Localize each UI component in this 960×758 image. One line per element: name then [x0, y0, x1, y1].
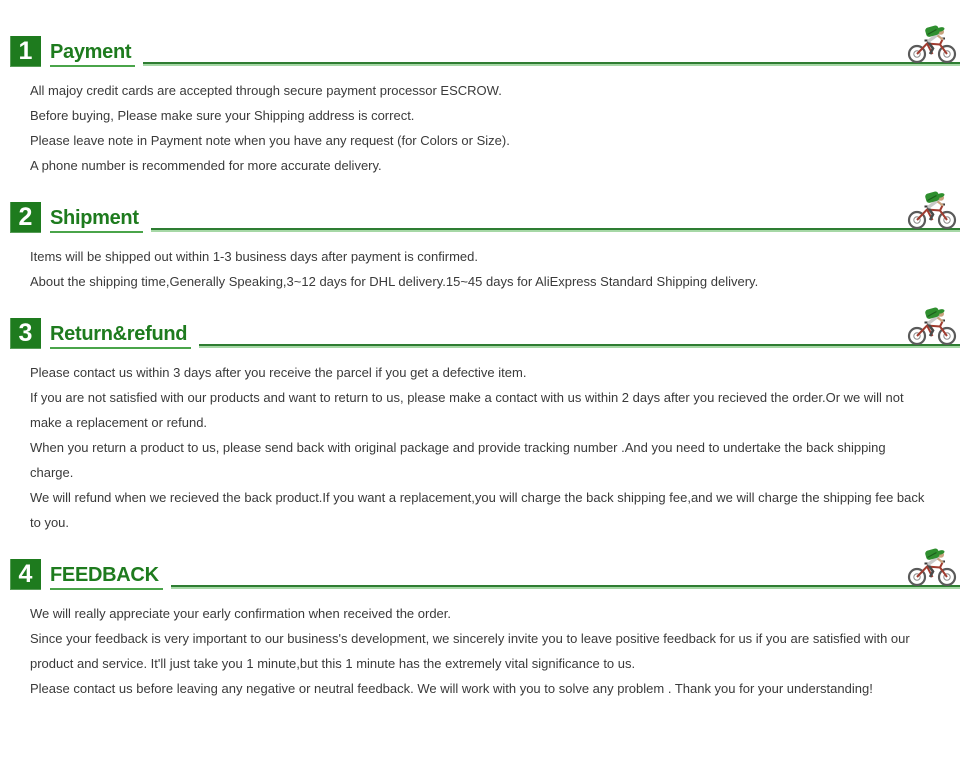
section-title: Return&refund — [50, 324, 191, 349]
header-rule — [199, 344, 960, 348]
section-title: FEEDBACK — [50, 565, 163, 590]
delivery-cyclist-icon — [906, 25, 958, 63]
paragraph: When you return a product to us, please send back with original package and provide tracking number .And you need to undertake the back shipping charge. — [30, 440, 886, 480]
section-header — [10, 34, 960, 67]
header-rule-area — [143, 34, 960, 67]
section-return-refund — [0, 316, 960, 535]
section-body — [0, 590, 960, 701]
header-rule — [143, 62, 960, 66]
paragraph: Please contact us before leaving any negative or neutral feedback. We will work with you to solve any problem . Thank you for your understanding! — [30, 681, 873, 696]
delivery-cyclist-icon — [906, 191, 958, 229]
section-title: Payment — [50, 42, 135, 67]
section-payment — [0, 34, 960, 178]
paragraph: Items will be shipped out within 1-3 business days after payment is confirmed. — [30, 249, 478, 264]
section-number-badge: 3 — [10, 318, 41, 349]
header-rule — [171, 585, 960, 589]
section-shipment — [0, 200, 960, 294]
section-body — [0, 233, 960, 294]
paragraph: Since your feedback is very important to our business's development, we sincerely invite you to leave positive feedback for us if you are satisfied with our product and service. It'll just take you 1 minute,but this 1 minute has the extremely vital significance to us. — [30, 631, 910, 671]
section-title: Shipment — [50, 208, 143, 233]
section-body — [0, 67, 960, 178]
paragraph: Please contact us within 3 days after you receive the parcel if you get a defective item. — [30, 365, 527, 380]
delivery-cyclist-icon — [906, 548, 958, 586]
section-feedback — [0, 557, 960, 701]
section-header — [10, 316, 960, 349]
paragraph: We will refund when we recieved the back product.If you want a replacement,you will charge the back shipping fee,and we will charge the shipping fee back to you. — [30, 490, 925, 530]
paragraph: A phone number is recommended for more accurate delivery. — [30, 158, 382, 173]
delivery-cyclist-icon — [906, 307, 958, 345]
section-number-badge: 1 — [10, 36, 41, 67]
header-rule-area — [151, 200, 960, 233]
header-rule-area — [199, 316, 960, 349]
paragraph: Before buying, Please make sure your Shipping address is correct. — [30, 108, 415, 123]
section-number-badge: 4 — [10, 559, 41, 590]
header-rule — [151, 228, 960, 232]
paragraph: About the shipping time,Generally Speaking,3~12 days for DHL delivery.15~45 days for AliExpress Standard Shipping delivery. — [30, 274, 759, 289]
paragraph: All majoy credit cards are accepted through secure payment processor ESCROW. — [30, 83, 502, 98]
paragraph: Please leave note in Payment note when you have any request (for Colors or Size). — [30, 133, 510, 148]
paragraph: We will really appreciate your early confirmation when received the order. — [30, 606, 452, 621]
paragraph: If you are not satisfied with our products and want to return to us, please make a contact with us within 2 days after you recieved the order.Or we will not make a replacement or refund. — [30, 390, 904, 430]
section-number-badge: 2 — [10, 202, 41, 233]
header-rule-area — [171, 557, 960, 590]
section-header — [10, 557, 960, 590]
section-header — [10, 200, 960, 233]
section-body — [0, 349, 960, 535]
